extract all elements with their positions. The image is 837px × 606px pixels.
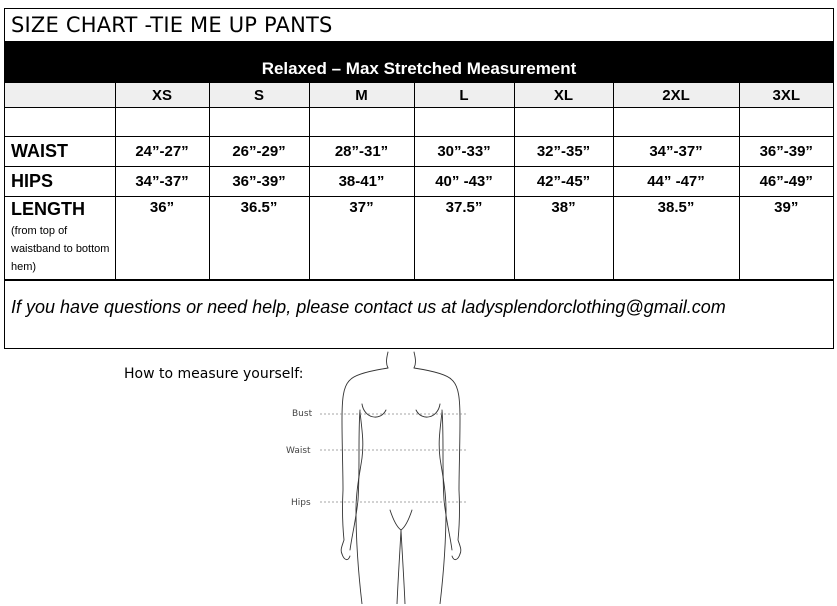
length-cell: 37.5” [414,197,514,280]
waist-cell: 30”-33” [414,137,514,167]
size-header-row [5,83,833,108]
length-cell: 37” [309,197,414,280]
size-header: XS [115,83,209,108]
waist-cell: 36”-39” [739,137,833,167]
hips-cell: 46”-49” [739,167,833,197]
chart-title: SIZE CHART -TIE ME UP PANTS [5,9,833,42]
blank-cell [309,108,414,137]
blank-cell [739,108,833,137]
blank-cell [514,108,613,137]
waist-label: Waist [286,446,311,456]
size-header: M [309,83,414,108]
blank-cell [115,108,209,137]
size-header: 2XL [613,83,739,108]
size-header: L [414,83,514,108]
size-header: 3XL [739,83,833,108]
body-outline [341,352,461,604]
blank-cell [209,108,309,137]
hips-cell: 38-41” [309,167,414,197]
hips-label: Hips [291,498,311,508]
hips-cell: 36”-39” [209,167,309,197]
size-header: XL [514,83,613,108]
length-row [5,197,833,280]
waist-row [5,137,833,167]
hips-cell: 42”-45” [514,167,613,197]
size-chart [4,8,834,349]
blank-cell [613,108,739,137]
hips-row [5,167,833,197]
header-corner [5,83,115,108]
blank-cell [5,108,115,137]
hips-cell: 34”-37” [115,167,209,197]
hips-cell: 40” -43” [414,167,514,197]
waist-cell: 26”-29” [209,137,309,167]
length-label: LENGTH [11,199,85,219]
length-note: (from top of waistband to bottom hem) [11,225,110,273]
row-label: WAIST [5,137,115,167]
size-header: S [209,83,309,108]
waist-cell: 24”-27” [115,137,209,167]
row-label: HIPS [5,167,115,197]
size-table [5,83,833,280]
waist-cell: 34”-37” [613,137,739,167]
length-cell: 38” [514,197,613,280]
blank-row [5,108,833,137]
how-to-measure-heading: How to measure yourself: [124,366,304,382]
row-label [5,197,115,280]
contact-note: If you have questions or need help, please contact us at ladysplendorclothing@gmail.com [5,280,833,348]
bust-label: Bust [292,409,313,419]
measurement-banner: Relaxed – Max Stretched Measurement [5,42,833,83]
length-cell: 38.5” [613,197,739,280]
body-measurement-figure [280,350,480,604]
blank-cell [414,108,514,137]
waist-cell: 28”-31” [309,137,414,167]
length-cell: 39” [739,197,833,280]
length-cell: 36” [115,197,209,280]
hips-cell: 44” -47” [613,167,739,197]
length-cell: 36.5” [209,197,309,280]
waist-cell: 32”-35” [514,137,613,167]
